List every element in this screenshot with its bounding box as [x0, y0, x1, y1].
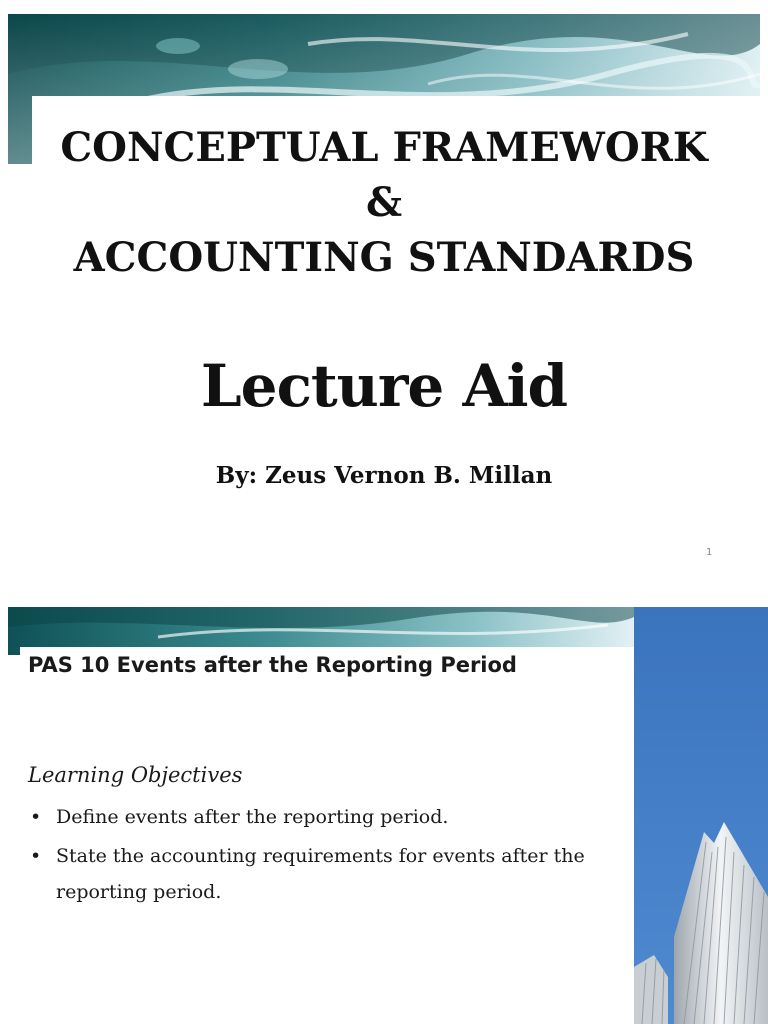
content-slide [0, 607, 768, 1024]
slide-title: PAS 10 Events after the Reporting Period [28, 653, 517, 677]
objectives-list [28, 799, 588, 913]
title-line-2: & [365, 179, 403, 226]
title-line-1: CONCEPTUAL FRAMEWORK [60, 124, 708, 171]
page-number: 1 [706, 547, 713, 558]
bullet-icon: • [30, 806, 42, 828]
bullet-icon: • [30, 845, 42, 867]
title-line-3: ACCOUNTING STANDARDS [73, 234, 695, 281]
slide-title [0, 120, 768, 285]
slide-subtitle: Lecture Aid [200, 352, 568, 420]
author-line: By: Zeus Vernon B. Millan [215, 462, 553, 489]
list-item-text: State the accounting requirements for events after the reporting period. [56, 845, 585, 903]
list-item [28, 838, 588, 910]
section-heading: Learning Objectives [28, 763, 243, 787]
building-photo [634, 607, 768, 1024]
list-item-text: Define events after the reporting period. [56, 806, 449, 828]
list-item [28, 799, 588, 835]
